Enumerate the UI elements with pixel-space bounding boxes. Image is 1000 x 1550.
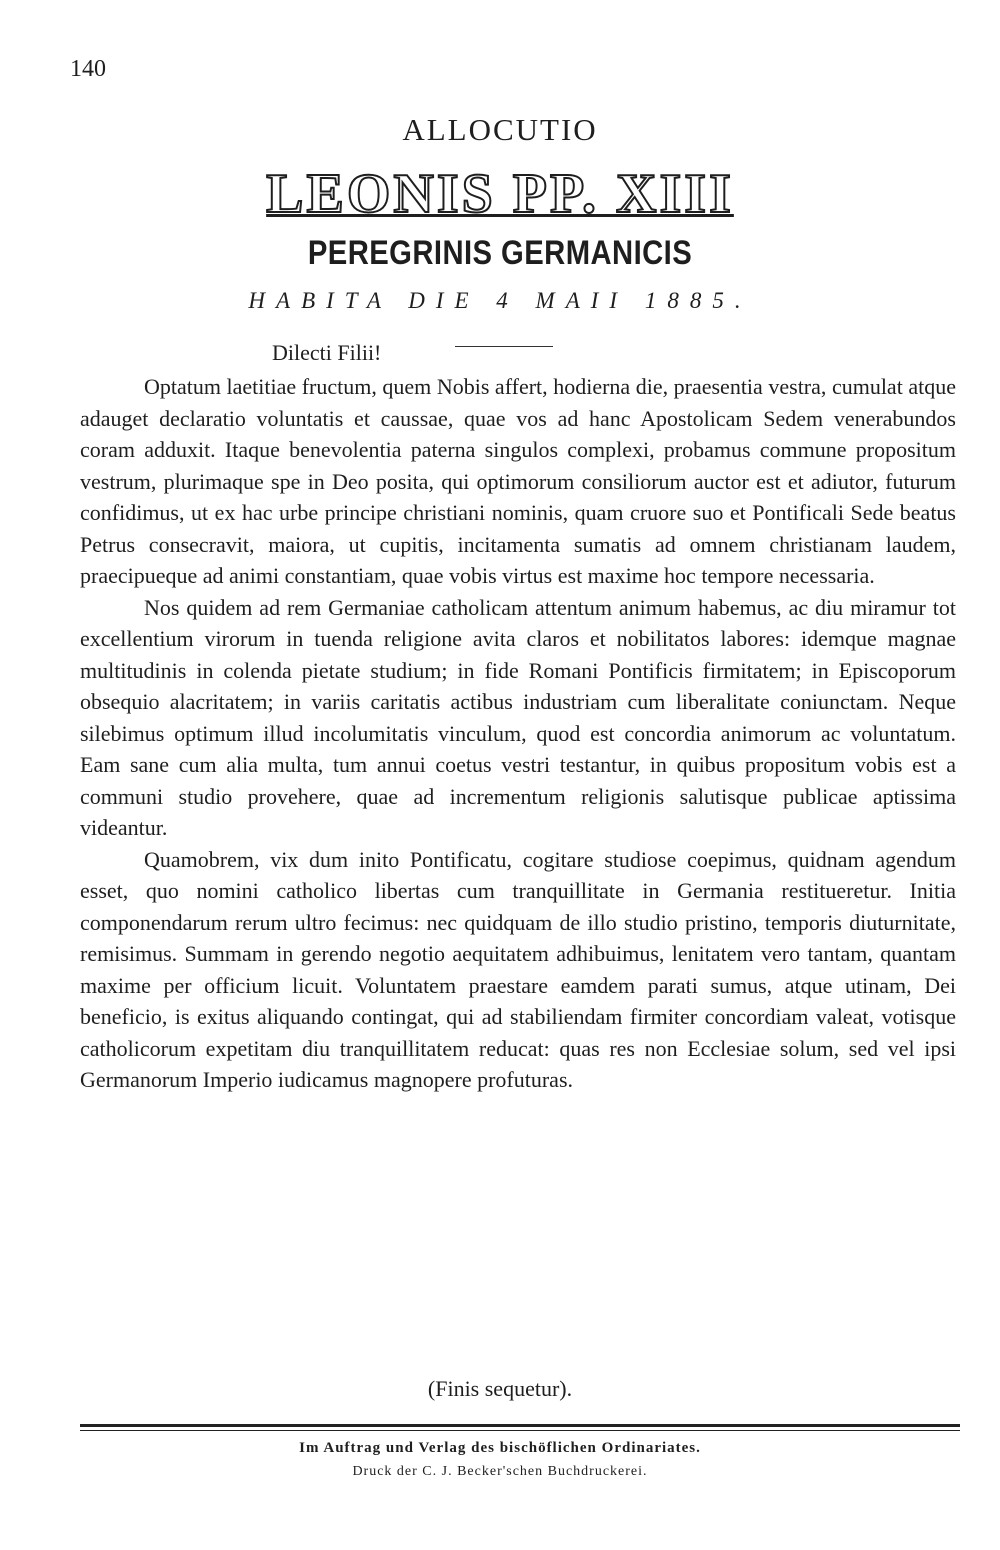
document-title: ALLOCUTIO — [402, 112, 598, 147]
footer-divider-thin — [80, 1430, 960, 1431]
paragraph: Nos quidem ad rem Germaniae catholicam attentum animum habemus, ac diu miramur tot excellentium virorum in tuenda religione avita claros et nobilitatos labores: idemque magnae multitudinis in colenda pietate studium; in fide Romani Pontificis firmitatem; in Episcoporum obsequio alacritatem; in variis caritatis actibus industriam cum liberalitate coniunctam. Neque silebimus optimum illud incolumitatis vinculum, quod est concordia animorum ac voluntatum. Eam sane cum alia multa, tum annui coetus vestri testantur, in quibus propositum vobis est a communi studio provehere, quae ad incrementum religionis salutisque publicae aptissima videantur. — [80, 594, 956, 840]
footer-divider-thick — [80, 1424, 960, 1427]
closing-note: (Finis sequetur). — [427, 1376, 573, 1401]
salutation: Dilecti Filii! — [272, 340, 382, 365]
paragraph: Quamobrem, vix dum inito Pontificatu, cogitare studiose coepimus, quidnam agendum esset, quo nomini catholico libertas cum tranquillitate in Germania restitueretur. Initia componendarum rerum ultro fecimus: nec quidquam de illo studio pristino, temporis diuturnitate, remisimus. Summam in gerendo negotio aequitatem adhibuimus, lenitatem vero tantam, quantam maxime per officium licuit. Voluntatem praestare eamdem parati sumus, atque utinam, Dei beneficio, is exitus aliquando contingat, qui ad stabiliendam firmiter concordiam valeat, votisque catholicorum expetitam diu tranquillitatem reducat: quas res non Ecclesiae solum, sed vel ipsi Germanorum Imperio iudicamus magnopere profuturas. — [80, 846, 956, 1092]
page-number: 140 — [70, 56, 106, 82]
audience-heading: PEREGRINIS GERMANICIS — [307, 234, 693, 272]
body-text — [80, 371, 956, 1096]
paragraph: Optatum laetitiae fructum, quem Nobis affert, hodierna die, praesentia vestra, cumulat atque adauget declaratio voluntatis et caussae, quae vos ad hanc Apostolicam Sedem venerabundos coram adduxit. Itaque benevolentia paterna singulos complexi, probamus commune propositum vestrum, plurimaque spe in Deo posita, qui optimorum consiliorum auctor est et adiutor, futurum confidimus, ut ex hac urbe principe christiani nominis, quam cruore suo et Pontificali Sede beatus Petrus consecravit, maiora, ut cupitis, incitamenta sumatis ad omnem christianam laudem, praecipueque ad animi constantiam, quae vobis virtus est maxime hoc tempore necessaria. — [80, 374, 956, 588]
date-line: HABITA DIE 4 MAII 1885. — [248, 288, 752, 313]
imprint-publisher: Im Auftrag und Verlag des bischöflichen Ordinariates. — [299, 1440, 701, 1456]
pope-name-heading: LEONIS PP. XIII — [266, 163, 734, 225]
short-divider — [455, 346, 553, 347]
imprint-printer: Druck der C. J. Becker'schen Buchdruckerei. — [352, 1464, 648, 1479]
